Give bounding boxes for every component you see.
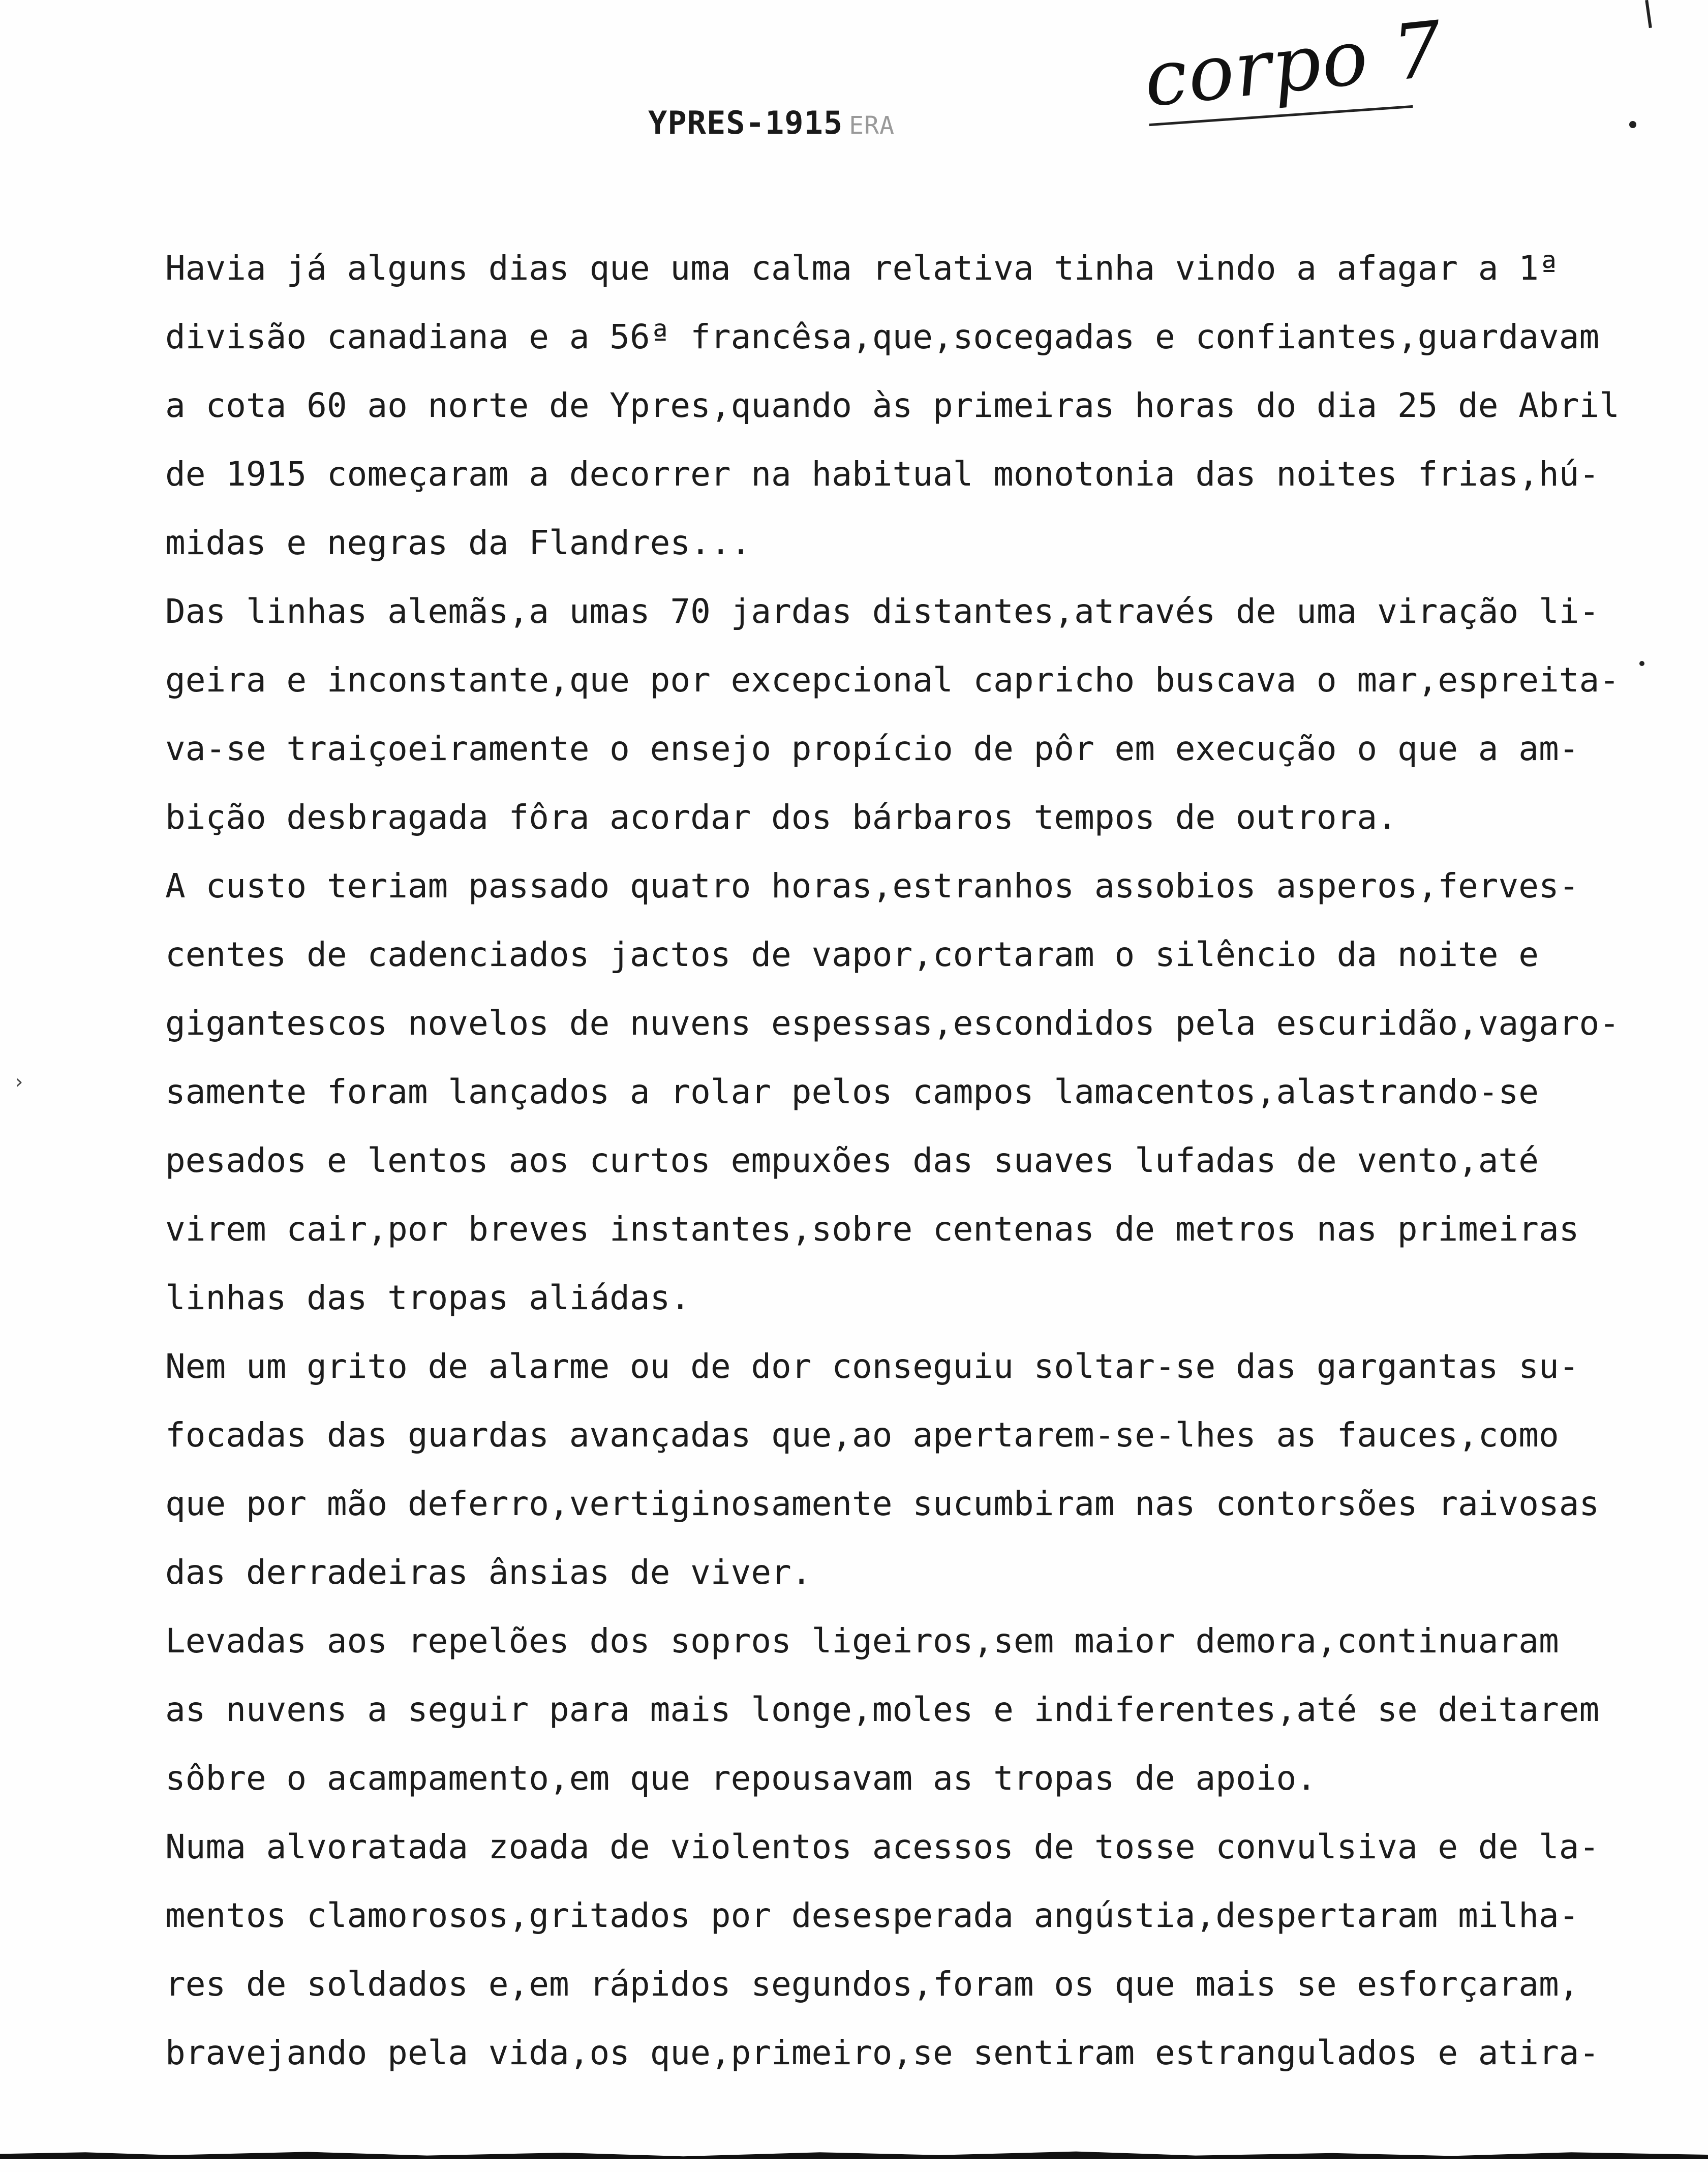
- text-line: Nem um grito de alarme ou de dor conseguiu soltar-se das gargantas su-: [165, 1347, 1579, 1386]
- margin-tick: ›: [13, 1070, 25, 1094]
- text-line: res de soldados e,em rápidos segundos,foram os que mais se esforçaram,: [165, 1965, 1579, 2004]
- text-line: a cota 60 ao norte de Ypres,quando às primeiras horas do dia 25 de Abril: [165, 386, 1620, 425]
- handwritten-note: corpo 7: [1140, 5, 1447, 125]
- text-line: das derradeiras ânsias de viver.: [165, 1553, 812, 1592]
- corner-pen-mark: [1645, 0, 1652, 28]
- text-line: bição desbragada fôra acordar dos bárbaros tempos de outrora.: [165, 798, 1397, 837]
- text-line: de 1915 começaram a decorrer na habitual monotonia das noites frias,hú-: [165, 455, 1600, 494]
- text-line: centes de cadenciados jactos de vapor,cortaram o silêncio da noite e: [165, 935, 1539, 974]
- text-line: A custo teriam passado quatro horas,estranhos assobios asperos,ferves-: [165, 866, 1579, 906]
- text-line: va-se traiçoeiramente o ensejo propício de pôr em execução o que a am-: [165, 729, 1579, 768]
- text-line: virem cair,por breves instantes,sobre centenas de metros nas primeiras: [165, 1210, 1579, 1249]
- title-struck-text: ERA: [849, 111, 895, 140]
- text-line: bravejando pela vida,os que,primeiro,se sentiram estrangulados e atira-: [165, 2033, 1600, 2072]
- text-line: divisão canadiana e a 56ª francêsa,que,socegadas e confiantes,guardavam: [165, 317, 1600, 356]
- text-line: pesados e lentos aos curtos empuxões das suaves lufadas de vento,até: [165, 1141, 1539, 1180]
- text-line: midas e negras da Flandres...: [165, 523, 751, 562]
- scanned-page-edge: [0, 2151, 1708, 2159]
- document-title: [648, 104, 895, 141]
- text-line: linhas das tropas aliádas.: [165, 1278, 691, 1317]
- text-line: Numa alvoratada zoada de violentos acessos de tosse convulsiva e de la-: [165, 1827, 1600, 1866]
- text-line: gigantescos novelos de nuvens espessas,escondidos pela escuridão,vagaro-: [165, 1004, 1620, 1043]
- text-line: focadas das guardas avançadas que,ao apertarem-se-lhes as fauces,como: [165, 1415, 1559, 1455]
- text-line: mentos clamorosos,gritados por desesperada angústia,despertaram milha-: [165, 1896, 1579, 1935]
- text-line: sôbre o acampamento,em que repousavam as tropas de apoio.: [165, 1759, 1317, 1798]
- text-line: Levadas aos repelões dos sopros ligeiros,sem maior demora,continuaram: [165, 1621, 1559, 1661]
- title-text: YPRES-1915: [648, 104, 843, 141]
- text-line: Das linhas alemãs,a umas 70 jardas distantes,através de uma viração li-: [165, 592, 1600, 631]
- text-line: que por mão deferro,vertiginosamente sucumbiram nas contorsões raivosas: [165, 1484, 1600, 1523]
- margin-dot: [1639, 661, 1644, 666]
- text-line: samente foram lançados a rolar pelos campos lamacentos,alastrando-se: [165, 1072, 1539, 1111]
- text-line: geira e inconstante,que por excepcional capricho buscava o mar,espreita-: [165, 660, 1620, 700]
- document-body: [165, 234, 1639, 2087]
- margin-dot: [1629, 121, 1636, 128]
- text-line: as nuvens a seguir para mais longe,moles e indiferentes,até se deitarem: [165, 1690, 1600, 1729]
- text-line: Havia já alguns dias que uma calma relativa tinha vindo a afagar a 1ª: [165, 249, 1559, 288]
